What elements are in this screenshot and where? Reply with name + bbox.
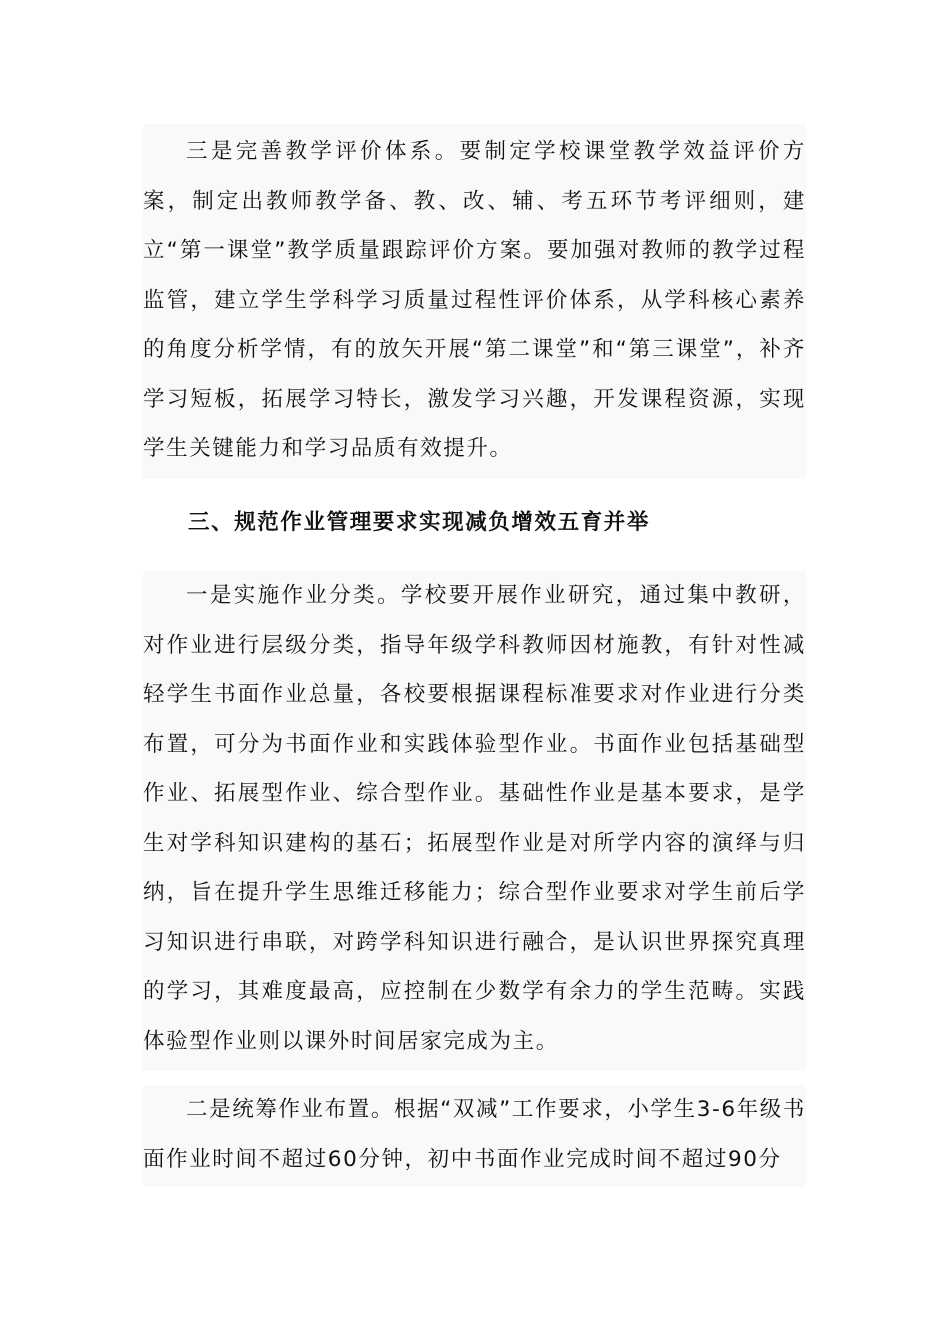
paragraph-homework-classification: 一是实施作业分类。学校要开展作业研究，通过集中教研，对作业进行层级分类，指导年级学科教师因材施教，有针对性减轻学生书面作业总量，各校要根据课程标准要求对作业进行分类布置，可分为书面作业和实践体验型作业。书面作业包括基础型作业、拓展型作业、综合型作业。基础性作业是基本要求，是学生对学科知识建构的基石；拓展型作业是对所学内容的演绎与归纳，旨在提升学生思维迁移能力；综合型作业要求对学生前后学习知识进行串联，对跨学科知识进行融合，是认识世界探究真理的学习，其难度最高，应控制在少数学有余力的学生范畴。实践体验型作业则以课外时间居家完成为主。	[143, 583, 806, 1054]
paragraph-evaluation-system: 三是完善教学评价体系。要制定学校课堂教学效益评价方案，制定出教师教学备、教、改、辅、考五环节考评细则，建立“第一课堂”教学质量跟踪评价方案。要加强对教师的教学过程监管，建立学生学科学习质量过程性评价体系，从学科核心素养的角度分析学情，有的放矢开展“第二课堂”和“第三课堂”，补齐学习短板，拓展学习特长，激发学习兴趣，开发课程资源，实现学生关键能力和学习品质有效提升。	[143, 139, 806, 461]
text-block-classification	[143, 571, 806, 1071]
section-heading: 三、规范作业管理要求实现减负增效五育并举	[188, 510, 651, 535]
text-block-evaluation	[143, 124, 806, 479]
text-block-arrangement	[143, 1085, 806, 1187]
paragraph-homework-arrangement: 二是统筹作业布置。根据“双减”工作要求，小学生3-6年级书面作业时间不超过60分钟，初中书面作业完成时间不超过90分	[143, 1097, 806, 1172]
